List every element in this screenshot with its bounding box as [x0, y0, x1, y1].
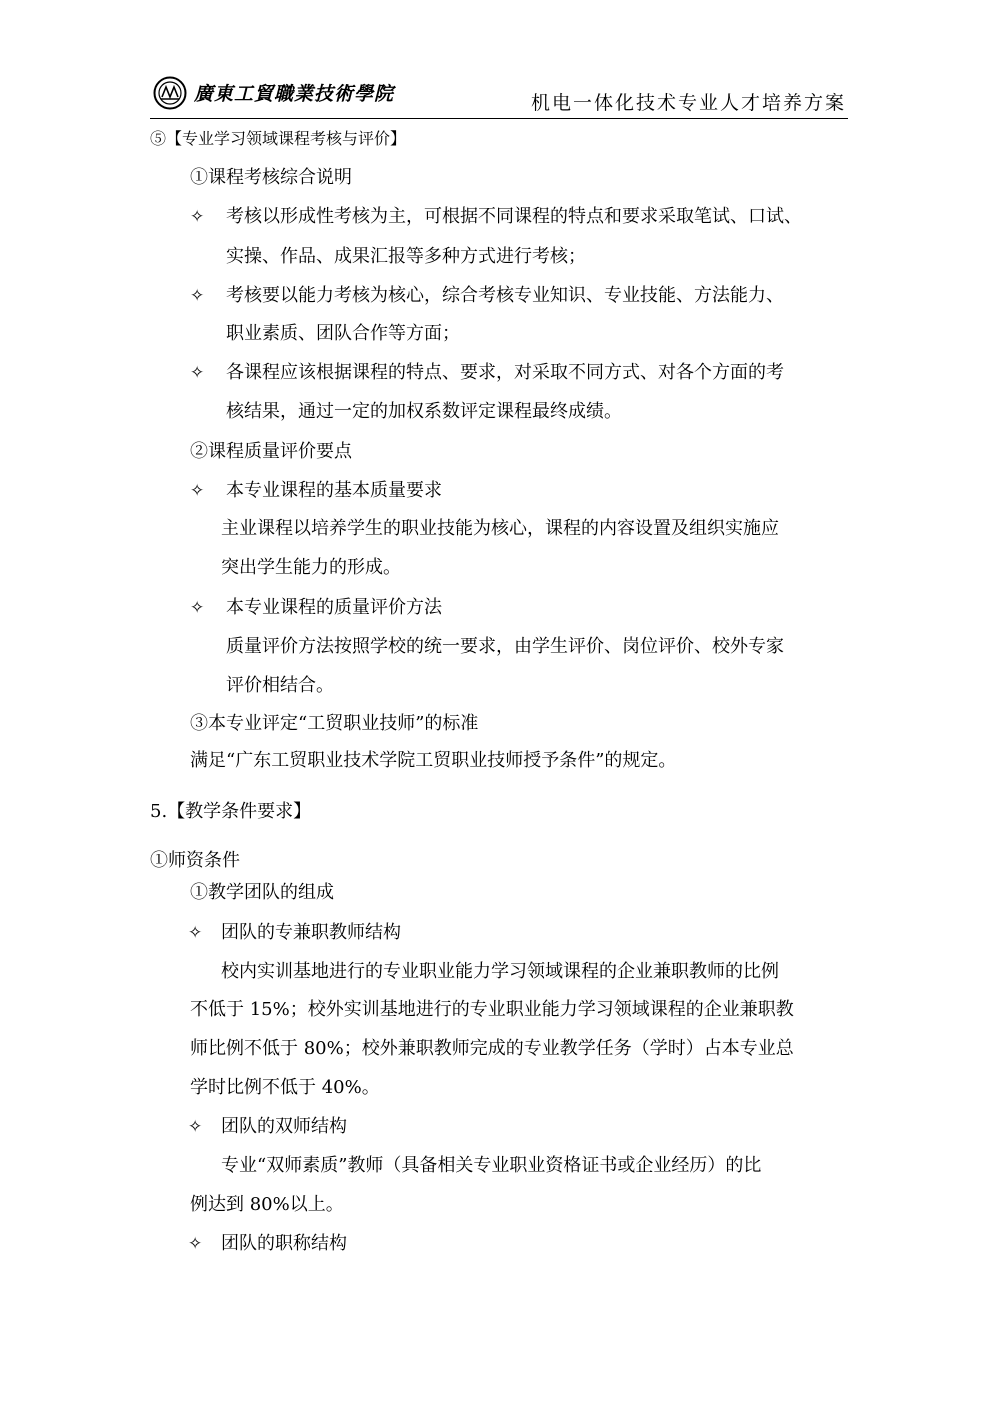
page-header: [150, 70, 848, 119]
school-name: 廣東工貿職業技術學院: [194, 83, 395, 105]
subsection-title: ①师资条件: [150, 850, 240, 871]
paragraph-line: 例达到 80%以上。: [190, 1194, 344, 1215]
document-title: 机电一体化技术专业人才培养方案: [530, 92, 846, 114]
subsection-title: ③本专业评定“工贸职业技师”的标准: [190, 713, 479, 734]
section-heading: 5.【教学条件要求】: [150, 801, 312, 822]
paragraph-line: 满足“广东工贸职业技术学院工贸职业技师授予条件”的规定。: [190, 750, 677, 771]
paragraph-line: 专业“双师素质”教师（具备相关专业职业资格证书或企业经历）的比: [221, 1155, 762, 1176]
paragraph-line: 职业素质、团队合作等方面；: [226, 323, 460, 344]
paragraph-line: 学时比例不低于 40%。: [190, 1077, 380, 1098]
paragraph-line: 评价相结合。: [226, 675, 334, 696]
bullet-title: 团队的双师结构: [221, 1116, 347, 1137]
bullet-icon: ✧: [188, 1117, 203, 1137]
subsection-title: ①教学团队的组成: [190, 882, 334, 903]
bullet-icon: ✧: [190, 481, 205, 501]
paragraph-line: 校内实训基地进行的专业职业能力学习领域课程的企业兼职教师的比例: [221, 961, 779, 982]
paragraph-line: 考核以形成性考核为主，可根据不同课程的特点和要求采取笔试、口试、: [226, 206, 802, 227]
paragraph-line: 实操、作品、成果汇报等多种方式进行考核；: [226, 246, 586, 267]
bullet-icon: ✧: [190, 207, 205, 227]
bullet-title: 本专业课程的基本质量要求: [226, 480, 442, 501]
section-heading: ⑤【专业学习领域课程考核与评价】: [150, 129, 407, 148]
subsection-title: ①课程考核综合说明: [190, 167, 352, 188]
paragraph-line: 考核要以能力考核为核心，综合考核专业知识、专业技能、方法能力、: [226, 285, 784, 306]
bullet-icon: ✧: [190, 286, 205, 306]
bullet-icon: ✧: [188, 1234, 203, 1254]
bullet-title: 团队的职称结构: [221, 1233, 347, 1254]
bullet-title: 本专业课程的质量评价方法: [226, 597, 442, 618]
paragraph-line: 突出学生能力的形成。: [221, 557, 401, 578]
paragraph-line: 各课程应该根据课程的特点、要求，对采取不同方式、对各个方面的考: [226, 362, 784, 383]
school-logo-icon: [153, 76, 187, 110]
paragraph-line: 质量评价方法按照学校的统一要求，由学生评价、岗位评价、校外专家: [226, 636, 784, 657]
subsection-title: ②课程质量评价要点: [190, 441, 352, 462]
bullet-title: 团队的专兼职教师结构: [221, 922, 401, 943]
paragraph-line: 师比例不低于 80%；校外兼职教师完成的专业教学任务（学时）占本专业总: [190, 1038, 794, 1059]
paragraph-line: 核结果，通过一定的加权系数评定课程最终成绩。: [226, 401, 622, 422]
bullet-icon: ✧: [190, 363, 205, 383]
bullet-icon: ✧: [190, 598, 205, 618]
paragraph-line: 不低于 15%；校外实训基地进行的专业职业能力学习领域课程的企业兼职教: [190, 999, 794, 1020]
bullet-icon: ✧: [188, 923, 203, 943]
paragraph-line: 主业课程以培养学生的职业技能为核心，课程的内容设置及组织实施应: [221, 518, 779, 539]
